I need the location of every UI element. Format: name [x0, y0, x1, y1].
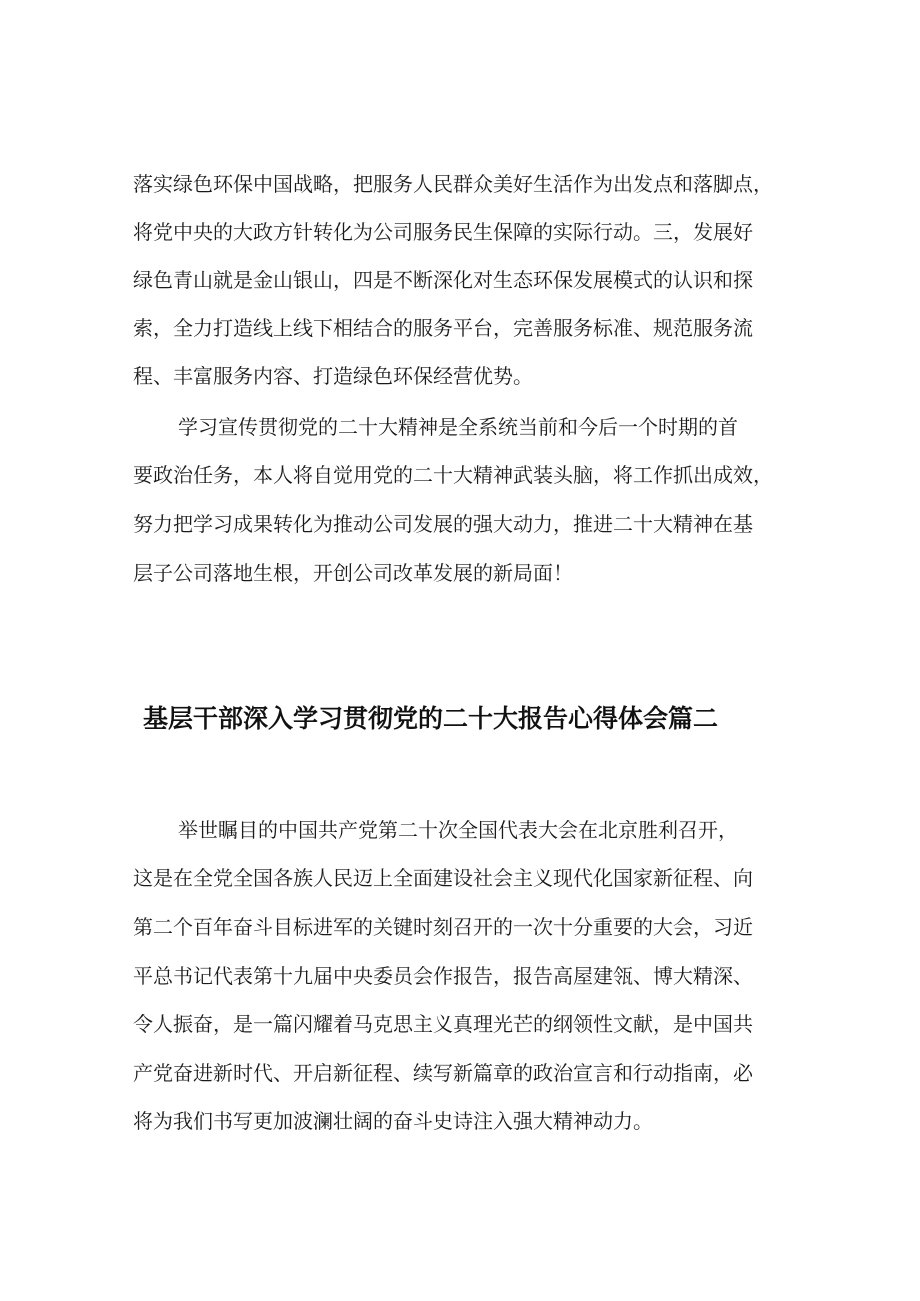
- paragraph-line: 落实绿色环保中国战略，把服务人民群众美好生活作为出发点和落脚点，: [133, 172, 773, 196]
- paragraph-line: 索，全力打造线上线下相结合的服务平台，完善服务标准、规范服务流: [133, 316, 753, 340]
- paragraph-line: 学习宣传贯彻党的二十大精神是全系统当前和今后一个时期的首: [178, 415, 738, 439]
- paragraph-line: 第二个百年奋斗目标进军的关键时刻召开的一次十分重要的大会，习近: [133, 915, 753, 939]
- paragraph-line: 层子公司落地生根，开创公司改革发展的新局面！: [133, 561, 573, 585]
- paragraph-line: 将为我们书写更加波澜壮阔的奋斗史诗注入强大精神动力。: [133, 1109, 653, 1133]
- paragraph-line: 产党奋进新时代、开启新征程、续写新篇章的政治宣言和行动指南，必: [133, 1061, 753, 1085]
- paragraph-line: 平总书记代表第十九届中央委员会作报告，报告高屋建瓴、博大精深、: [133, 964, 753, 988]
- paragraph-line: 举世瞩目的中国共产党第二十次全国代表大会在北京胜利召开，: [178, 818, 738, 842]
- paragraph-line: 要政治任务，本人将自觉用党的二十大精神武装头脑，将工作抓出成效，: [133, 463, 773, 487]
- paragraph-line: 这是在全党全国各族人民迈上全面建设社会主义现代化国家新征程、向: [133, 866, 753, 890]
- paragraph-line: 绿色青山就是金山银山，四是不断深化对生态环保发展模式的认识和探: [133, 268, 753, 292]
- paragraph-line: 令人振奋，是一篇闪耀着马克思主义真理光芒的纲领性文献，是中国共: [133, 1012, 753, 1036]
- paragraph-line: 程、丰富服务内容、打造绿色环保经营优势。: [133, 364, 533, 388]
- paragraph-line: 将党中央的大政方针转化为公司服务民生保障的实际行动。三，发展好: [133, 220, 753, 244]
- section-heading: 基层干部深入学习贯彻党的二十大报告心得体会篇二: [143, 704, 719, 733]
- paragraph-line: 努力把学习成果转化为推动公司发展的强大动力，推进二十大精神在基: [133, 512, 753, 536]
